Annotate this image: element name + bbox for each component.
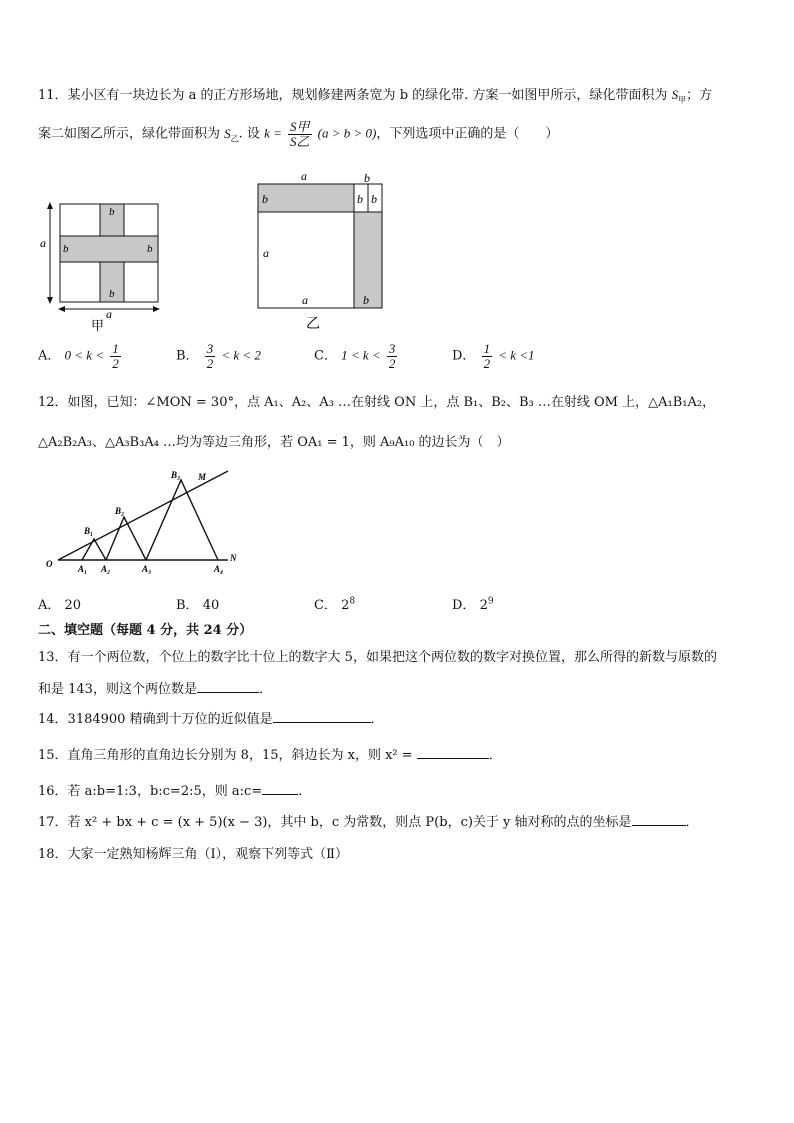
jia-label-b-bottom: b xyxy=(109,288,115,300)
q11-k-expr: k = xyxy=(264,125,282,141)
jia-label-b-right: b xyxy=(147,243,153,255)
q12-line2: △A₂B₂A₃、△A₃B₃A₄ …均为等边三角形，若 OA₁ = 1，则 A₉A₁₀ 的边长为（ ） xyxy=(38,435,510,450)
jia-label-a-side: a xyxy=(40,236,46,250)
q12-figure xyxy=(40,464,260,580)
q12-label-b2: B₂ xyxy=(115,506,125,516)
q12-label-b3: B₃ xyxy=(171,470,181,480)
q11-option-d[interactable]: D． $\frac{1}{2}$ < k <1 xyxy=(452,341,535,371)
q16-line: 16．若 a:b=1:3，b:c=2:5，则 a:c= . xyxy=(38,784,303,799)
jia-label-a-bottom: a xyxy=(106,307,112,321)
q11-line2 xyxy=(38,120,558,148)
yi-label-b-top: b xyxy=(364,171,370,185)
yi-label-b-corner-1: b xyxy=(357,192,363,206)
q15-answer-blank[interactable] xyxy=(417,746,489,759)
q14-answer-blank[interactable] xyxy=(273,710,371,723)
q11-text-2-end: ，下列选项中正确的是（ ） xyxy=(376,126,559,142)
q12-option-c[interactable]: C． $2^8$ xyxy=(314,596,356,613)
q11-k-fraction: $\frac{\text{S甲}}{\text{S乙}}$ xyxy=(290,119,310,149)
q12-option-d[interactable]: D． $2^9$ xyxy=(452,596,494,613)
jia-label-b-top: b xyxy=(109,206,115,218)
q13-line2: 和是 143，则这个两位数是 ． xyxy=(38,682,272,697)
q11-condition: (a > b > 0) xyxy=(317,125,377,141)
q11-s-jia: $S_甲$ xyxy=(671,87,687,105)
q11-figure-yi xyxy=(250,168,390,338)
q12-label-o: O xyxy=(46,559,53,569)
jia-caption: 甲 xyxy=(91,318,105,333)
q16-answer-blank[interactable] xyxy=(262,782,298,795)
q13-answer-blank[interactable] xyxy=(197,680,259,693)
q12-label-a3: A₃ xyxy=(142,564,152,574)
section-fill-in-title: 二、填空题（每题 4 分，共 24 分） xyxy=(38,623,253,638)
yi-label-a-bottom: a xyxy=(302,293,308,307)
yi-label-a-top: a xyxy=(301,169,307,183)
q11-figure-jia xyxy=(36,196,168,336)
q12-option-a[interactable]: A． 20 xyxy=(38,598,82,613)
q12-label-n: N xyxy=(230,553,237,563)
yi-label-b-bar: b xyxy=(262,192,268,206)
q17-line: 17．若 x² + bx + c = (x + 5)(x − 3)，其中 b，c 为常数，则点 P(b，c)关于 y 轴对称的点的坐标是 ． xyxy=(38,815,699,830)
q11-text-2-mid: . 设 xyxy=(238,126,260,142)
q12-label-m: M xyxy=(198,472,207,482)
q12-line1: 12．如图，已知：∠MON = 30°，点 A₁、A₂、A₃ …在射线 ON 上，点 B₁、B₂、B₃ …在射线 OM 上，△A₁B₁A₂， xyxy=(38,395,716,410)
q12-label-b1: B₁ xyxy=(84,526,94,536)
q12-option-b[interactable]: B． 40 xyxy=(176,598,220,613)
jia-label-b-left: b xyxy=(63,243,69,255)
q11-text-2: 案二如图乙所示，绿化带面积为 xyxy=(38,126,221,142)
q11-option-c[interactable]: C． 1 < k < $\frac{3}{2}$ xyxy=(314,341,396,371)
q12-label-a1: A₁ xyxy=(78,564,88,574)
q14-line: 14．3184900 精确到十万位的近似值是 ． xyxy=(38,712,384,727)
q12-label-a4: A₄ xyxy=(214,564,224,574)
yi-label-b-right: b xyxy=(363,293,369,307)
q12-label-a2: A₂ xyxy=(101,564,111,574)
q11-text-1: 11．某小区有一块边长为 a 的正方形场地，规划修建两条宽为 b 的绿化带. 方案一如图甲所示，绿化带面积为 xyxy=(38,88,668,103)
q11-s-yi: $S_乙$ xyxy=(224,125,239,144)
q18-line: 18．大家一定熟知杨辉三角（Ⅰ），观察下列等式（Ⅱ） xyxy=(38,847,349,862)
yi-label-a-left: a xyxy=(263,246,269,260)
q17-answer-blank[interactable] xyxy=(632,813,686,826)
q15-line: 15．直角三角形的直角边长分别为 8，15，斜边长为 x，则 x² = ． xyxy=(38,748,502,763)
q11-line1 xyxy=(38,84,712,106)
yi-label-b-corner-2: b xyxy=(371,192,377,206)
q11-option-a[interactable]: A． 0 < k < $\frac{1}{2}$ xyxy=(38,341,119,371)
q11-text-1-end: ；方 xyxy=(686,88,713,103)
q11-option-b[interactable]: B． $\frac{3}{2}$ < k < 2 xyxy=(176,341,261,371)
yi-caption: 乙 xyxy=(306,317,320,332)
q13-line1: 13．有一个两位数，个位上的数字比十位上的数字大 5，如果把这个两位数的数字对换位置，那么所得的新数与原数的 xyxy=(38,650,717,665)
